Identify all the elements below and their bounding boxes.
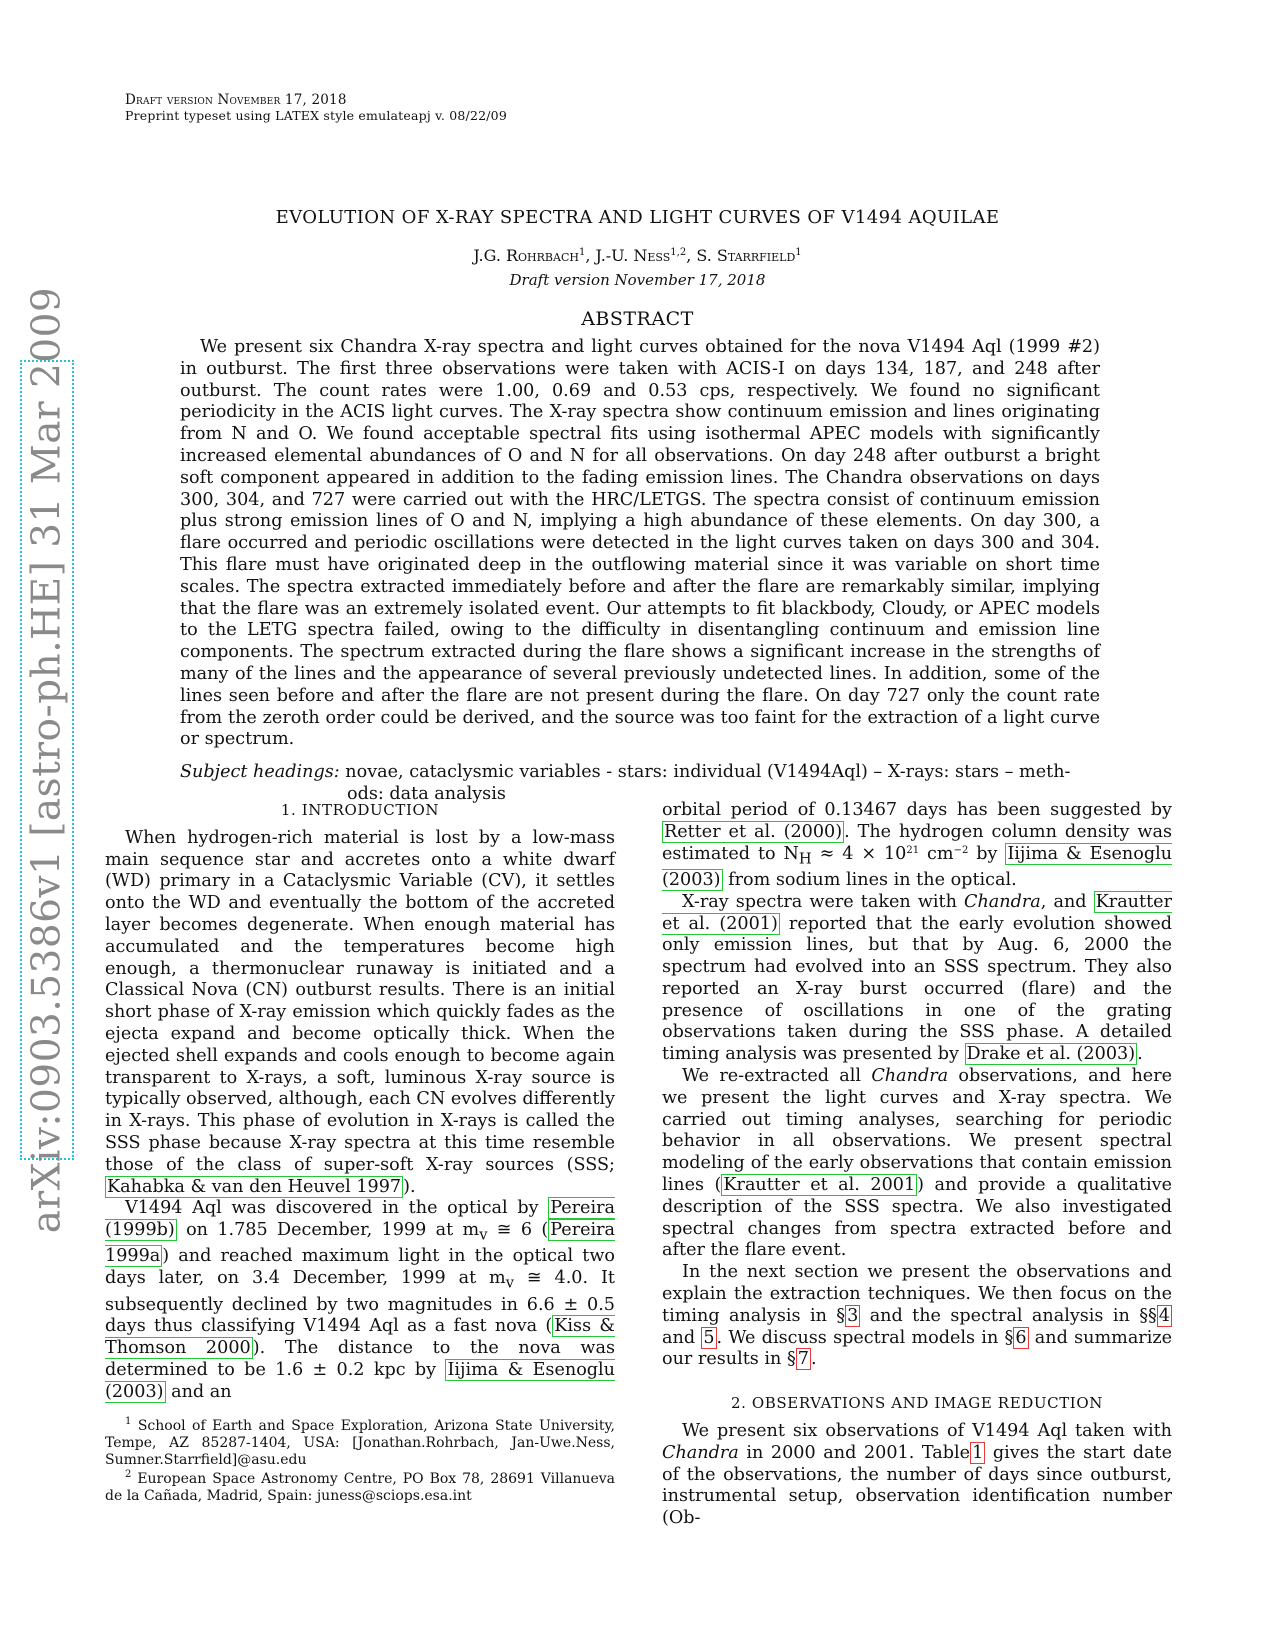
- rc-text: ) and provide a qualitative description of the SSS spectra. We also investigated spectral changes from spectra extracted before and after the flare event.: [662, 1175, 1172, 1261]
- section-heading-introduction: 1. INTRODUCTION: [280, 801, 440, 819]
- p2-text-g: and an: [171, 1381, 232, 1402]
- rc-text: We re-extracted all: [682, 1066, 862, 1087]
- subject-headings-line2: ods: data analysis: [347, 783, 506, 804]
- citation-link[interactable]: Iijima & Esenoglu (2003): [105, 1359, 616, 1402]
- rc-text: and summarize our results in §: [662, 1327, 1173, 1370]
- rc-text: We present six observations of V1494 Aql taken with: [682, 1421, 1172, 1442]
- right-paragraph-4: [662, 1262, 1172, 1371]
- superscript-exponent: 21: [906, 844, 920, 856]
- right-paragraph-1: [662, 800, 1172, 892]
- draft-line: Draft version November 17, 2018: [125, 92, 347, 108]
- citation-link[interactable]: Drake et al. (2003): [966, 1044, 1136, 1065]
- intro-paragraph-1: [105, 828, 615, 1199]
- rc-text: from sodium lines in the optical.: [728, 869, 1017, 890]
- italic-chandra: Chandra: [662, 1442, 739, 1463]
- author-affiliation: 1: [578, 247, 586, 258]
- rc-text: X-ray spectra were taken with: [682, 891, 957, 912]
- footnote-marker: 1: [125, 1416, 132, 1427]
- citation-link[interactable]: Retter et al. (2000): [664, 821, 843, 842]
- author-name: S. Starrfield: [696, 246, 796, 265]
- citation-link[interactable]: Pereira 1999a: [105, 1220, 616, 1267]
- citation-link[interactable]: Kahabka & van den Heuvel 1997: [107, 1176, 402, 1197]
- citation-link[interactable]: Krautter et al. (2001): [662, 891, 1172, 934]
- rc-text: gives the start date of the observations, the number of days since outburst, instrumental setup, observation identification number (Ob-: [662, 1442, 1173, 1529]
- rc-text: , and: [1040, 891, 1087, 912]
- section-ref-link[interactable]: 3: [847, 1305, 859, 1326]
- rc-text: . We discuss spectral models in §: [716, 1327, 1014, 1348]
- subject-headings-line1: novae, cataclysmic variables - stars: individual (V1494Aql) – X-rays: stars – meth-: [345, 762, 1071, 782]
- author-name: J.G. Rohrbach: [473, 246, 579, 265]
- subscript-h: H: [798, 850, 812, 868]
- rc-text: . The hydrogen column density was estimated to N: [662, 821, 1172, 864]
- footnote-marker: 2: [125, 1469, 132, 1480]
- section-ref-link[interactable]: 6: [1015, 1327, 1027, 1348]
- author-affiliation: 1: [795, 247, 802, 258]
- abstract-heading: ABSTRACT: [581, 308, 694, 330]
- intro-p1-end: ).: [403, 1176, 416, 1197]
- draft-header: [125, 92, 507, 124]
- italic-chandra: Chandra: [964, 891, 1041, 912]
- footnote-2-text: European Space Astronomy Centre, PO Box 78, 28691 Villanueva de la Cañada, Madrid, Spain: juness@sciops.esa.int: [105, 1471, 615, 1504]
- rc-text: ≈ 4 × 10: [819, 843, 907, 864]
- section-ref-link[interactable]: 4: [1158, 1305, 1170, 1326]
- footnote-1-text: School of Earth and Space Exploration, Arizona State University, Tempe, AZ 85287-1404, USA: [Jonathan.Rohrbach, Jan-Uwe.Ness, Sumner.Starrfield]@asu.edu: [105, 1418, 615, 1468]
- rc-text: in 2000 and 2001. Table: [746, 1442, 971, 1463]
- section-ref-link[interactable]: 7: [797, 1349, 809, 1370]
- citation-link[interactable]: Iijima & Esenoglu (2003): [662, 843, 1173, 890]
- citation-link[interactable]: Kiss & Thomson 2000: [105, 1316, 615, 1359]
- rc-text: and the spectral analysis in §§: [869, 1305, 1157, 1326]
- rc-text: .: [1137, 1044, 1143, 1065]
- rc-text: and: [662, 1327, 696, 1348]
- left-column: [105, 800, 615, 1404]
- rc-text: .: [810, 1349, 817, 1370]
- rc-text: observations, and here we present the light curves and X-ray spectra. We carried out timing analyses, searching for periodic behavior in all observations. We present spectral modeling of the early observations that contain emission lines (: [662, 1066, 1173, 1196]
- table-ref-link[interactable]: 1: [972, 1442, 984, 1463]
- author-name: J.-U. Ness: [595, 246, 671, 265]
- rc-text: orbital period of 0.13467 days has been suggested by: [662, 800, 1172, 820]
- citation-link[interactable]: Pereira (1999b): [105, 1198, 615, 1241]
- observations-paragraph-1: [662, 1421, 1172, 1530]
- author-affiliation: 1,2: [670, 247, 687, 258]
- intro-paragraph-2: [105, 1198, 615, 1403]
- footnote-2: [105, 1471, 615, 1505]
- section-heading-observations: 2. OBSERVATIONS AND IMAGE REDUCTION: [731, 1394, 1103, 1413]
- italic-chandra: Chandra: [871, 1066, 949, 1087]
- p2-text-f: ). The distance to the nova was determined to be 1.6 ± 0.2 kpc by: [105, 1338, 615, 1380]
- citation-link[interactable]: Krautter et al. 2001: [723, 1175, 916, 1196]
- draft-date: Draft version November 17, 2018: [509, 271, 766, 289]
- arxiv-identifier[interactable]: arXiv:0903.5386v1 [astro-ph.HE] 31 Mar 2009: [24, 286, 70, 1234]
- right-paragraph-3: [662, 1066, 1172, 1262]
- p2-text-b: on 1.785 December, 1999 at m: [186, 1220, 480, 1241]
- p2-text-d: ) and reached maximum light in the optical two days later, on 3.4 December, 1999 at m: [105, 1246, 615, 1289]
- right-paragraph-2: [662, 892, 1172, 1066]
- p2-text-e: ≅ 4.0. It subsequently declined by two magnitudes in 6.6 ± 0.5 days thus classifying V1494 Aql as a fast nova (: [105, 1268, 615, 1337]
- rc-text: by: [976, 843, 998, 864]
- footnotes: [105, 1418, 615, 1507]
- subscript-v: v: [505, 1274, 514, 1292]
- footnote-1: [105, 1418, 615, 1469]
- rc-text: cm: [927, 843, 954, 864]
- rc-text: In the next section we present the observations and explain the extraction techniques. We then focus on the timing analysis in §: [662, 1262, 1172, 1326]
- paper-title: EVOLUTION OF X-RAY SPECTRA AND LIGHT CURVES OF V1494 AQUILAE: [275, 207, 1000, 228]
- p2-text-a: V1494 Aql was discovered in the optical by: [125, 1198, 539, 1219]
- right-column: [662, 800, 1172, 1530]
- superscript-exponent: −2: [953, 844, 969, 856]
- rc-text: reported that the early evolution showed only emission lines, but that by Aug. 6, 2000 the spectrum had evolved into an SSS spectrum. They also reported an X-ray burst occurred (flare) and the presence of oscillations in one of the grating observations taken during the SSS phase. A detailed timing analysis was presented by: [662, 913, 1172, 1065]
- p2-text-c: ≅ 6 (: [496, 1220, 549, 1241]
- preprint-line: Preprint typeset using LATEX style emulateapj v. 08/22/09: [125, 108, 507, 123]
- abstract-text: We present six Chandra X-ray spectra and light curves obtained for the nova V1494 Aql (1999 #2) in outburst. The first three observations were taken with ACIS-I on days 134, 187, and 248 after outburst. The count rates were 1.00, 0.69 and 0.53 cps, respectively. We found no significant periodicity in the ACIS light curves. The X-ray spectra show continuum emission and lines originating from N and O. We found acceptable spectral fits using isothermal APEC models with significantly increased elemental abundances of O and N for all observations. On day 248 after outburst a bright soft component appeared in addition to the fading emission lines. The Chandra observations on days 300, 304, and 727 were carried out with the HRC/LETGS. The spectra consist of continuum emission plus strong emission lines of O and N, implying a high abundance of these elements. On day 300, a flare occurred and periodic oscillations were detected in the light curves taken on days 300 and 304. This flare must have originated deep in the outflowing material since it was variable on short time scales. The spectra extracted immediately before and after the flare are remarkably similar, implying that the flare was an extremely isolated event. Our attempts to fit blackbody, Cloudy, or APEC models to the LETG spectra failed, owing to the difficulty in disentangling continuum and emission line components. The spectrum extracted during the flare shows a significant increase in the strengths of many of the lines and the appearance of several previously undetected lines. In addition, some of the lines seen before and after the flare are not present during the flare. On day 727 only the count rate from the zeroth order could be derived, and the source was too faint for the extraction of a light curve or spectrum.: [180, 337, 1100, 750]
- section-ref-link[interactable]: 5: [703, 1327, 715, 1348]
- author-list: J.G. Rohrbach$^1$, J.-U. Ness$^{1,2}$, S. Starrfield$^1$: [473, 246, 802, 265]
- subject-headings-label: Subject headings:: [180, 762, 340, 782]
- intro-p1-text: When hydrogen-rich material is lost by a low-mass main sequence star and accretes onto a white dwarf (WD) primary in a Cataclysmic Variable (CV), it settles onto the WD and eventually the bottom of the accreted layer becomes degenerate. When enough material has accumulated and the temperatures become high enough, a thermonuclear runaway is initiated and a Classical Nova (CN) outburst results. There is an initial short phase of X-ray emission which quickly fades as the ejecta expand and become optically thick. When the ejected shell expands and cools enough to become again transparent to X-rays, a soft, luminous X-ray source is typically observed, although, each CN evolves differently in X-rays. This phase of evolution in X-rays is called the SSS phase because X-ray spectra at this time resemble those of the class of super-soft X-ray sources (SSS;: [105, 827, 616, 1175]
- subscript-v: v: [479, 1226, 488, 1244]
